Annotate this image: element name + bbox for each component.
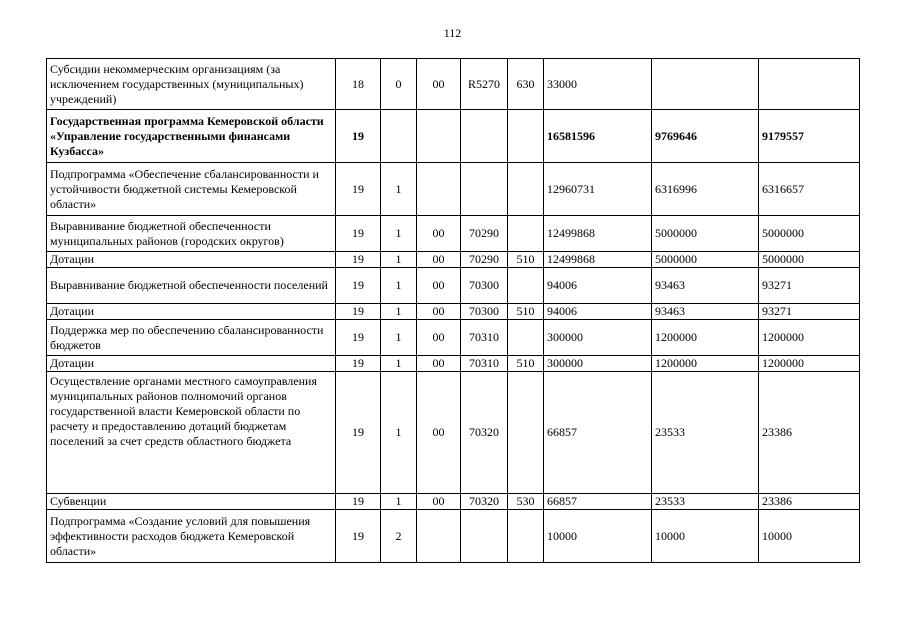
row-name-cell: Дотации — [47, 356, 336, 372]
code-cell: 19 — [336, 320, 381, 356]
amount-cell: 66857 — [544, 494, 652, 510]
code-cell: 00 — [417, 252, 461, 268]
code-cell: 630 — [508, 59, 544, 110]
code-cell — [508, 216, 544, 252]
amount-cell: 66857 — [544, 372, 652, 494]
amount-cell: 6316996 — [652, 163, 759, 216]
code-cell: 19 — [336, 163, 381, 216]
table-row — [47, 268, 860, 304]
code-cell: 19 — [336, 216, 381, 252]
code-cell: 1 — [381, 372, 417, 494]
code-cell: 70320 — [461, 494, 508, 510]
code-cell: 510 — [508, 304, 544, 320]
table-row — [47, 216, 860, 252]
code-cell: 70300 — [461, 304, 508, 320]
code-cell: 00 — [417, 268, 461, 304]
row-name-cell: Подпрограмма «Создание условий для повышения эффективности расходов бюджета Кемеровской области» — [47, 510, 336, 563]
code-cell: 530 — [508, 494, 544, 510]
code-cell: 1 — [381, 252, 417, 268]
code-cell: 0 — [381, 59, 417, 110]
code-cell — [461, 110, 508, 163]
table-row — [47, 110, 860, 163]
amount-cell — [652, 59, 759, 110]
amount-cell: 300000 — [544, 356, 652, 372]
code-cell — [508, 320, 544, 356]
code-cell: 00 — [417, 59, 461, 110]
code-cell: 00 — [417, 356, 461, 372]
amount-cell: 23533 — [652, 372, 759, 494]
table-row — [47, 510, 860, 563]
amount-cell: 5000000 — [652, 252, 759, 268]
code-cell — [508, 510, 544, 563]
amount-cell: 94006 — [544, 268, 652, 304]
amount-cell: 5000000 — [759, 216, 860, 252]
amount-cell — [759, 59, 860, 110]
code-cell — [461, 510, 508, 563]
code-cell — [381, 110, 417, 163]
code-cell: 510 — [508, 356, 544, 372]
amount-cell: 10000 — [759, 510, 860, 563]
code-cell — [417, 510, 461, 563]
amount-cell: 33000 — [544, 59, 652, 110]
code-cell: 19 — [336, 356, 381, 372]
amount-cell: 9179557 — [759, 110, 860, 163]
row-name-cell: Выравнивание бюджетной обеспеченности поселений — [47, 268, 336, 304]
code-cell: 2 — [381, 510, 417, 563]
amount-cell: 23386 — [759, 494, 860, 510]
amount-cell: 12960731 — [544, 163, 652, 216]
row-name-cell: Поддержка мер по обеспечению сбалансированности бюджетов — [47, 320, 336, 356]
code-cell — [417, 163, 461, 216]
row-name-cell: Государственная программа Кемеровской области «Управление государственными финансами Кузбасса» — [47, 110, 336, 163]
amount-cell: 12499868 — [544, 216, 652, 252]
code-cell: 19 — [336, 494, 381, 510]
code-cell — [461, 163, 508, 216]
code-cell: 00 — [417, 320, 461, 356]
amount-cell: 16581596 — [544, 110, 652, 163]
code-cell: 00 — [417, 216, 461, 252]
code-cell: 19 — [336, 372, 381, 494]
code-cell: 00 — [417, 304, 461, 320]
row-name-cell: Выравнивание бюджетной обеспеченности муниципальных районов (городских округов) — [47, 216, 336, 252]
code-cell: 1 — [381, 268, 417, 304]
row-name-cell: Субвенции — [47, 494, 336, 510]
code-cell — [508, 110, 544, 163]
amount-cell: 94006 — [544, 304, 652, 320]
page-number: 112 — [443, 26, 462, 40]
code-cell: 1 — [381, 494, 417, 510]
amount-cell: 9769646 — [652, 110, 759, 163]
row-name-cell: Подпрограмма «Обеспечение сбалансированности и устойчивости бюджетной системы Кемеровской области» — [47, 163, 336, 216]
amount-cell: 10000 — [544, 510, 652, 563]
amount-cell: 5000000 — [652, 216, 759, 252]
code-cell: 70290 — [461, 216, 508, 252]
code-cell: 1 — [381, 320, 417, 356]
code-cell — [508, 372, 544, 494]
code-cell: 00 — [417, 494, 461, 510]
amount-cell: 5000000 — [759, 252, 860, 268]
code-cell — [417, 110, 461, 163]
code-cell: 19 — [336, 268, 381, 304]
amount-cell: 1200000 — [652, 356, 759, 372]
amount-cell: 93271 — [759, 304, 860, 320]
table-row — [47, 163, 860, 216]
code-cell: 1 — [381, 304, 417, 320]
row-name-cell: Осуществление органами местного самоуправления муниципальных районов полномочий органов государственной власти Кемеровской области по расчету и предоставлению дотаций бюджетам поселений за счет средств областного бюджета — [47, 372, 336, 494]
code-cell: 18 — [336, 59, 381, 110]
table-row — [47, 356, 860, 372]
table-row — [47, 59, 860, 110]
amount-cell: 23386 — [759, 372, 860, 494]
row-name-cell: Дотации — [47, 252, 336, 268]
code-cell: 19 — [336, 252, 381, 268]
amount-cell: 93271 — [759, 268, 860, 304]
table-row — [47, 304, 860, 320]
amount-cell: 12499868 — [544, 252, 652, 268]
amount-cell: 1200000 — [652, 320, 759, 356]
amount-cell: 1200000 — [759, 320, 860, 356]
amount-cell: 1200000 — [759, 356, 860, 372]
row-name-cell: Субсидии некоммерческим организациям (за исключением государственных (муниципальных) учреждений) — [47, 59, 336, 110]
code-cell: 70300 — [461, 268, 508, 304]
code-cell: 00 — [417, 372, 461, 494]
code-cell: 70310 — [461, 320, 508, 356]
code-cell: 70320 — [461, 372, 508, 494]
amount-cell: 10000 — [652, 510, 759, 563]
code-cell: 19 — [336, 110, 381, 163]
budget-table — [46, 58, 860, 563]
table-row — [47, 372, 860, 494]
amount-cell: 23533 — [652, 494, 759, 510]
code-cell: 19 — [336, 304, 381, 320]
amount-cell: 6316657 — [759, 163, 860, 216]
code-cell: 1 — [381, 163, 417, 216]
row-name-cell: Дотации — [47, 304, 336, 320]
amount-cell: 93463 — [652, 304, 759, 320]
table-row — [47, 494, 860, 510]
code-cell: 19 — [336, 510, 381, 563]
code-cell: 1 — [381, 356, 417, 372]
code-cell: 70290 — [461, 252, 508, 268]
table-row — [47, 320, 860, 356]
code-cell: 70310 — [461, 356, 508, 372]
code-cell — [508, 268, 544, 304]
code-cell: R5270 — [461, 59, 508, 110]
code-cell — [508, 163, 544, 216]
table-row — [47, 252, 860, 268]
code-cell: 510 — [508, 252, 544, 268]
amount-cell: 93463 — [652, 268, 759, 304]
amount-cell: 300000 — [544, 320, 652, 356]
code-cell: 1 — [381, 216, 417, 252]
